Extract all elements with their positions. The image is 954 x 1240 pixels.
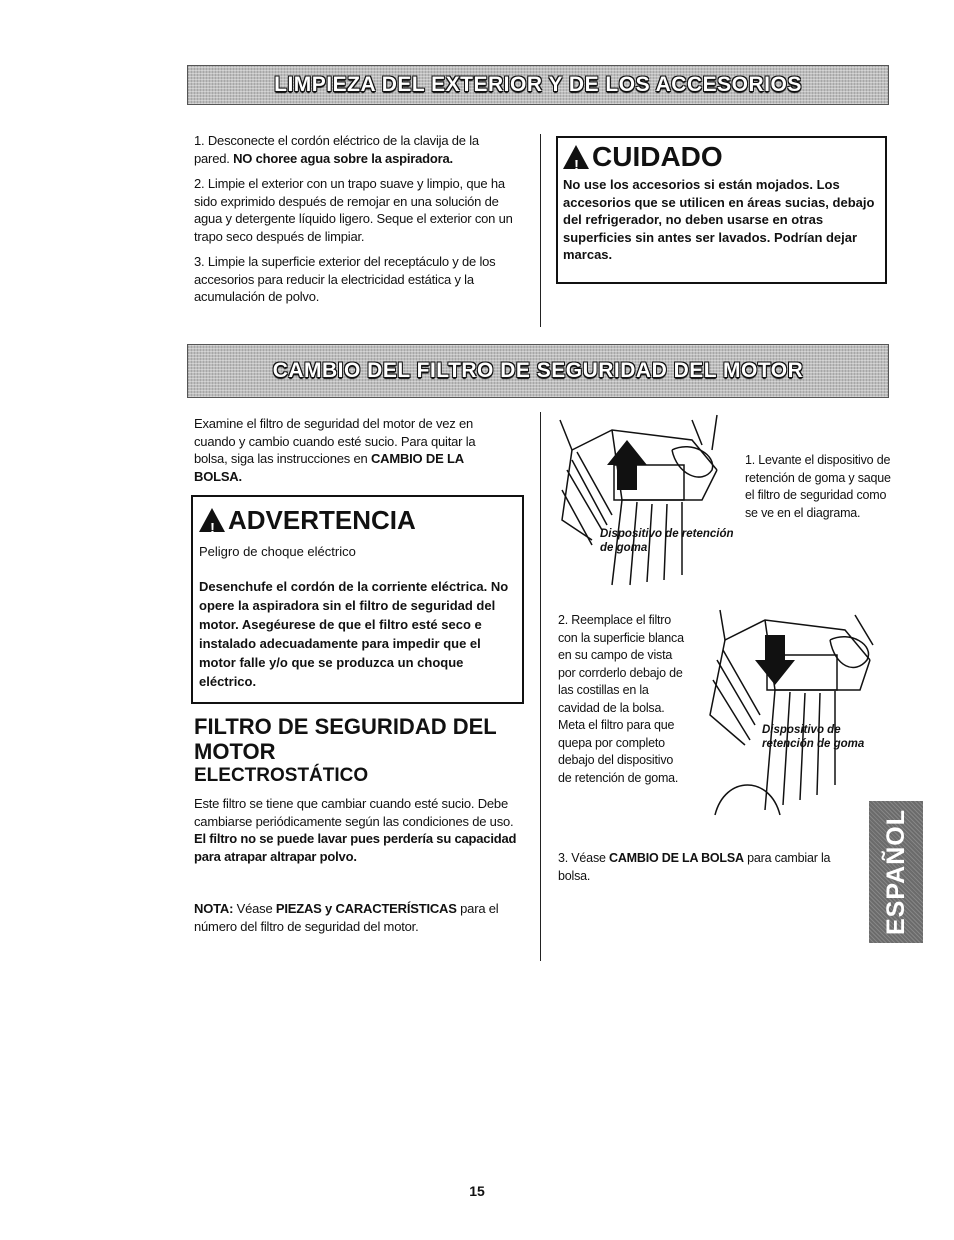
cleaning-step-1: 1. Desconecte el cordón eléctrico de la clavija de la pared. NO choree agua sobre la aspiradora. — [194, 133, 479, 166]
column-divider — [540, 134, 541, 327]
cuidado-header: ! CUIDADO — [563, 142, 880, 172]
cleaning-step-2: 2. Limpie el exterior con un trapo suave y limpio, que ha sido exprimido después de remojar en una solución de agua y detergente líquido ligero. Seque el exterior con un trapo seco después de limpiar. — [194, 176, 513, 244]
right-step-2: 2. Reemplace el filtro con la superficie blanca en su campo de vista por corrderlo debajo de las costillas en la cavidad de la bolsa. Meta el filtro para que quepa por completo debajo del dispositivo de retención de goma. — [558, 613, 684, 785]
advertencia-text: Desenchufe el cordón de la corriente eléctrica. No opere la aspiradora sin el filtro de seguridad del motor. Asegéurese de que el filtro esté seco e instalado adecuadamente para impedir que el motor falle y/o que se produzca un choque eléctrico. — [199, 579, 509, 689]
page-number: 15 — [469, 1183, 485, 1199]
right-step-3: 3. Véase CAMBIO DE LA BOLSA para cambiar la bolsa. — [558, 851, 831, 883]
column-divider — [540, 412, 541, 961]
right-step-1: 1. Levante el dispositivo de retención de goma y saque el filtro de seguridad como se ve en el diagrama. — [745, 453, 891, 520]
cuidado-text: No use los accesorios si están mojados. Los accesorios que se utilicen en áreas sucias, debajo del refrigerador, no deben usarse en otras superficies sin antes ser lavados. Podrían dejar marcas. — [563, 177, 875, 262]
filter-removal-diagram — [552, 410, 732, 600]
filter-intro: Examine el filtro de seguridad del motor de vez en cuando y cambio cuando esté sucio. Para quitar la bolsa, siga las instrucciones en CAMBIO DE LA BOLSA. — [194, 416, 476, 484]
heading-filtro: FILTRO DE SEGURIDAD DEL MOTOR — [194, 714, 497, 764]
banner-title: LIMPIEZA DEL EXTERIOR Y DE LOS ACCESORIOS — [274, 73, 802, 96]
warning-triangle-icon: ! — [563, 145, 589, 169]
arrow-down-icon — [755, 635, 795, 685]
filter-install-diagram — [695, 605, 885, 825]
heading-electrostatico: ELECTROSTÁTICO — [194, 765, 369, 786]
arrow-up-icon — [607, 440, 647, 490]
caption-retention-1: Dispositivo de retención de goma — [600, 528, 734, 554]
language-tab: ESPAÑOL — [869, 801, 923, 943]
advertencia-subtitle: Peligro de choque eléctrico — [199, 544, 356, 559]
cuidado-box — [556, 136, 887, 284]
caption-retention-2: Dispositivo de retención de goma — [762, 724, 865, 750]
cleaning-step-3: 3. Limpie la superficie exterior del receptáculo y de los accesorios para reducir la electricidad estática y la acumulación de polvo. — [194, 254, 496, 304]
warning-triangle-icon: ! — [199, 508, 225, 532]
section-banner-cleaning — [187, 65, 889, 105]
advertencia-box — [191, 495, 524, 704]
filtro-text: Este filtro se tiene que cambiar cuando esté sucio. Debe cambiarse periódicamente según las condiciones de uso. El filtro no se puede lavar pues perdería su capacidad para atrapar altrapar polvo. — [194, 796, 517, 864]
nota-text: NOTA: Véase PIEZAS y CARACTERÍSTICAS para el número del filtro de seguridad del motor. — [194, 901, 499, 934]
banner-title: CAMBIO DEL FILTRO DE SEGURIDAD DEL MOTOR — [272, 359, 804, 382]
advertencia-header: ! ADVERTENCIA — [199, 505, 516, 535]
section-banner-filter — [187, 344, 889, 398]
cleaning-steps — [194, 132, 516, 314]
